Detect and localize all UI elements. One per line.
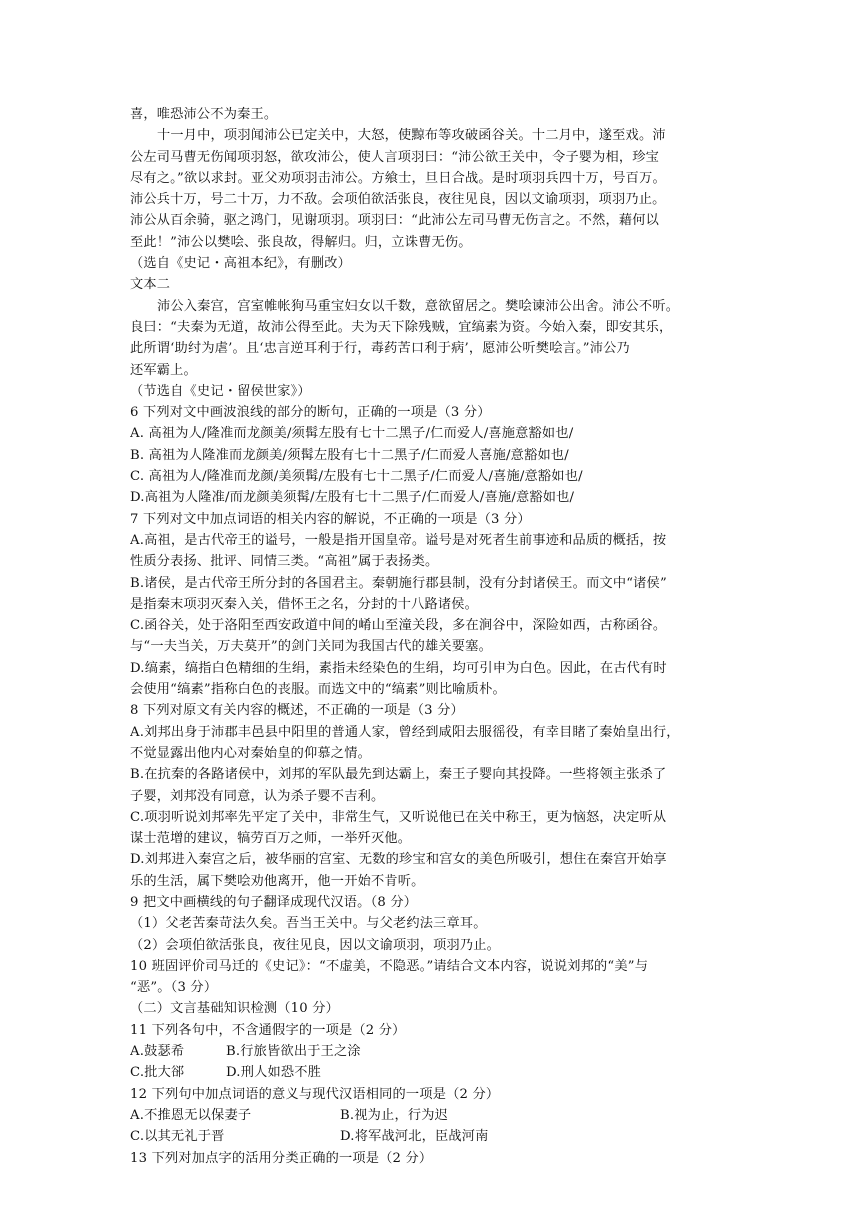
option-a: A.鼓瑟希 <box>130 1044 185 1060</box>
option-b: B.视为止，行为迟 <box>340 1107 448 1123</box>
option-d: D.将军战河北，臣战河南 <box>340 1129 489 1145</box>
source-note: （选自《史记・高祖本纪》，有删改） <box>130 256 351 272</box>
option-b: B. 高祖为人隆准而龙颜美/须髯左股有七十二黑子/仁而爱人喜施/意豁如也/ <box>130 447 569 463</box>
question-stem: 6 下列对文中画波浪线的部分的断句，正确的一项是（3 分） <box>130 405 491 421</box>
option-line: 与“一夫当关，万夫莫开”的剑门关同为我国古代的雄关要塞。 <box>130 639 492 655</box>
text-line: 此所谓‘助纣为虐’。且‘忠言逆耳利于行，毒药苦口利于病’，愿沛公听樊哙言。”沛公乃 <box>130 341 630 357</box>
text-a <box>130 104 736 274</box>
option-line: 性质分表扬、批评、同情三类。“高祖”属于表扬类。 <box>130 554 439 570</box>
text-line: 尽有之。”欲以求封。亚父劝项羽击沛公。方飨士，旦日合战。是时项羽兵四十万，号百万。 <box>130 170 666 186</box>
text-line: 还军霸上。 <box>130 362 197 378</box>
option-d: D.刑人如恐不胜 <box>226 1065 322 1081</box>
text-line: 沛公从百余骑，驱之鸿门，见谢项羽。项羽曰：“此沛公左司马曹无伤言之。不然，藉何以 <box>130 213 660 229</box>
option-line: 乐的生活，属下樊哙劝他离开，他一开始不肯听。 <box>130 873 425 889</box>
option-c: C.以其无礼于晋 <box>130 1129 225 1145</box>
option-line: B.诸侯，是古代帝王所分封的各国君主。秦朝施行郡县制，没有分封诸侯王。而文中“诸侯” <box>130 575 667 591</box>
question-13 <box>130 1148 736 1169</box>
option-b: B.行旅皆欲出于王之涂 <box>226 1044 361 1060</box>
option-line: D.刘邦进入秦宫之后，被华丽的宫室、无数的珍宝和宫女的美色所吸引，想住在秦宫开始享 <box>130 852 667 868</box>
question-6 <box>130 402 736 508</box>
question-stem: “恶”。（3 分） <box>130 980 218 996</box>
option-line: B.在抗秦的各路诸侯中，刘邦的军队最先到达霸上，秦王子婴向其投降。一些将领主张杀了 <box>130 767 667 783</box>
question-stem: 13 下列对加点字的活用分类正确的一项是（2 分） <box>130 1150 433 1166</box>
question-12 <box>130 1084 736 1148</box>
text-line: 沛公入秦宫，宫室帷帐狗马重宝妇女以千数，意欲留居之。樊哙谏沛公出舍。沛公不听。 <box>157 298 680 314</box>
option-line: 会使用“缟素”指称白色的丧服。而选文中的“缟素”则比喻质朴。 <box>130 682 506 698</box>
question-stem: 10 班固评价司马迁的《史记》：“不虚美，不隐恶。”请结合文本内容，说说刘邦的“美”与 <box>130 958 649 974</box>
question-stem: 9 把文中画横线的句子翻译成现代汉语。（8 分） <box>130 894 418 910</box>
question-11 <box>130 1020 736 1084</box>
option-a: A.不推恩无以保妻子 <box>130 1107 252 1123</box>
text-line: 十一月中，项羽闻沛公已定关中，大怒，使黥布等攻破函谷关。十二月中，遂至戏。沛 <box>157 128 666 144</box>
question-7 <box>130 509 736 701</box>
option-c: C.批大郤 <box>130 1065 185 1081</box>
text-line: 至此！”沛公以樊哙、张良故，得解归。归，立诛曹无伤。 <box>130 234 472 250</box>
text-line: 沛公兵十万，号二十万，力不敌。会项伯欲活张良，夜往见良，因以文谕项羽，项羽乃止。 <box>130 192 666 208</box>
text-line: 喜，唯恐沛公不为秦王。 <box>130 107 278 122</box>
option-line: 是指秦末项羽灭秦入关，借怀王之名，分封的十八路诸侯。 <box>130 596 479 612</box>
option-line: 不觉显露出他内心对秦始皇的仰慕之情。 <box>130 745 371 761</box>
question-stem: 12 下列句中加点词语的意义与现代汉语相同的一项是（2 分） <box>130 1086 500 1102</box>
option-line: C.项羽听说刘邦率先平定了关中，非常生气，又听说他已在关中称王，更为恼怒，决定听从 <box>130 809 667 825</box>
choice-row <box>130 1062 736 1083</box>
option-line: D.缟素，缟指白色精细的生绢，素指未经染色的生绢，均可引申为白色。因此，在古代有时 <box>130 660 667 676</box>
source-note: （节选自《史记・留侯世家》） <box>130 383 311 399</box>
exam-page <box>130 104 736 1169</box>
question-8 <box>130 700 736 892</box>
question-10 <box>130 956 736 999</box>
option-d: D.高祖为人隆准/而龙颜美须髯/左股有七十二黑子/仁而爱人/喜施/意豁如也/ <box>130 490 575 506</box>
option-c: C. 高祖为人/隆准而龙颜/美须髯/左股有七十二黑子/仁而爱人/喜施/意豁如也/ <box>130 469 583 485</box>
translation-item: （2）会项伯欲活张良，夜往见良，因以文谕项羽，项羽乃止。 <box>130 937 501 953</box>
option-line: C.函谷关，处于洛阳至西安政道中间的崤山至潼关段，多在涧谷中，深险如西，古称函谷。 <box>130 618 667 634</box>
section-heading: 文本二 <box>130 277 171 293</box>
option-line: 谋士范增的建议，犒劳百万之师，一举歼灭他。 <box>130 831 412 847</box>
choice-row <box>130 1105 736 1126</box>
question-stem: 7 下列对文中加点词语的相关内容的解说，不正确的一项是（3 分） <box>130 511 531 527</box>
text-line: 良曰：“夫秦为无道，故沛公得至此。夫为天下除残贼，宜缟素为资。今始入秦，即安其乐， <box>130 319 673 335</box>
question-stem: 8 下列对原文有关内容的概述，不正确的一项是（3 分） <box>130 703 464 719</box>
option-line: 子婴，刘邦没有同意，认为杀子婴不吉利。 <box>130 788 385 804</box>
text-b <box>130 274 736 402</box>
option-line: A.刘邦出身于沛郡丰邑县中阳里的普通人家，曾经到咸阳去服徭役，有幸目睹了秦始皇出行， <box>130 724 680 740</box>
option-a: A. 高祖为人/隆准而龙颜美/须髯左股有七十二黑子/仁而爱人/喜施意豁如也/ <box>130 426 574 442</box>
choice-row <box>130 1126 736 1147</box>
question-9 <box>130 892 736 956</box>
option-line: A.高祖，是古代帝王的谥号，一般是指开国皇帝。谥号是对死者生前事迹和品质的概括，按 <box>130 532 667 548</box>
section-heading: （二）文言基础知识检测（10 分） <box>130 1001 339 1017</box>
question-stem: 11 下列各句中，不含通假字的一项是（2 分） <box>130 1022 406 1038</box>
text-line: 公左司马曹无伤闻项羽怒，欲攻沛公，使人言项羽曰：“沛公欲王关中，令子婴为相，珍宝 <box>130 149 660 165</box>
choice-row <box>130 1041 736 1062</box>
translation-item: （1）父老苦秦苛法久矣。吾当王关中。与父老约法三章耳。 <box>130 916 487 932</box>
